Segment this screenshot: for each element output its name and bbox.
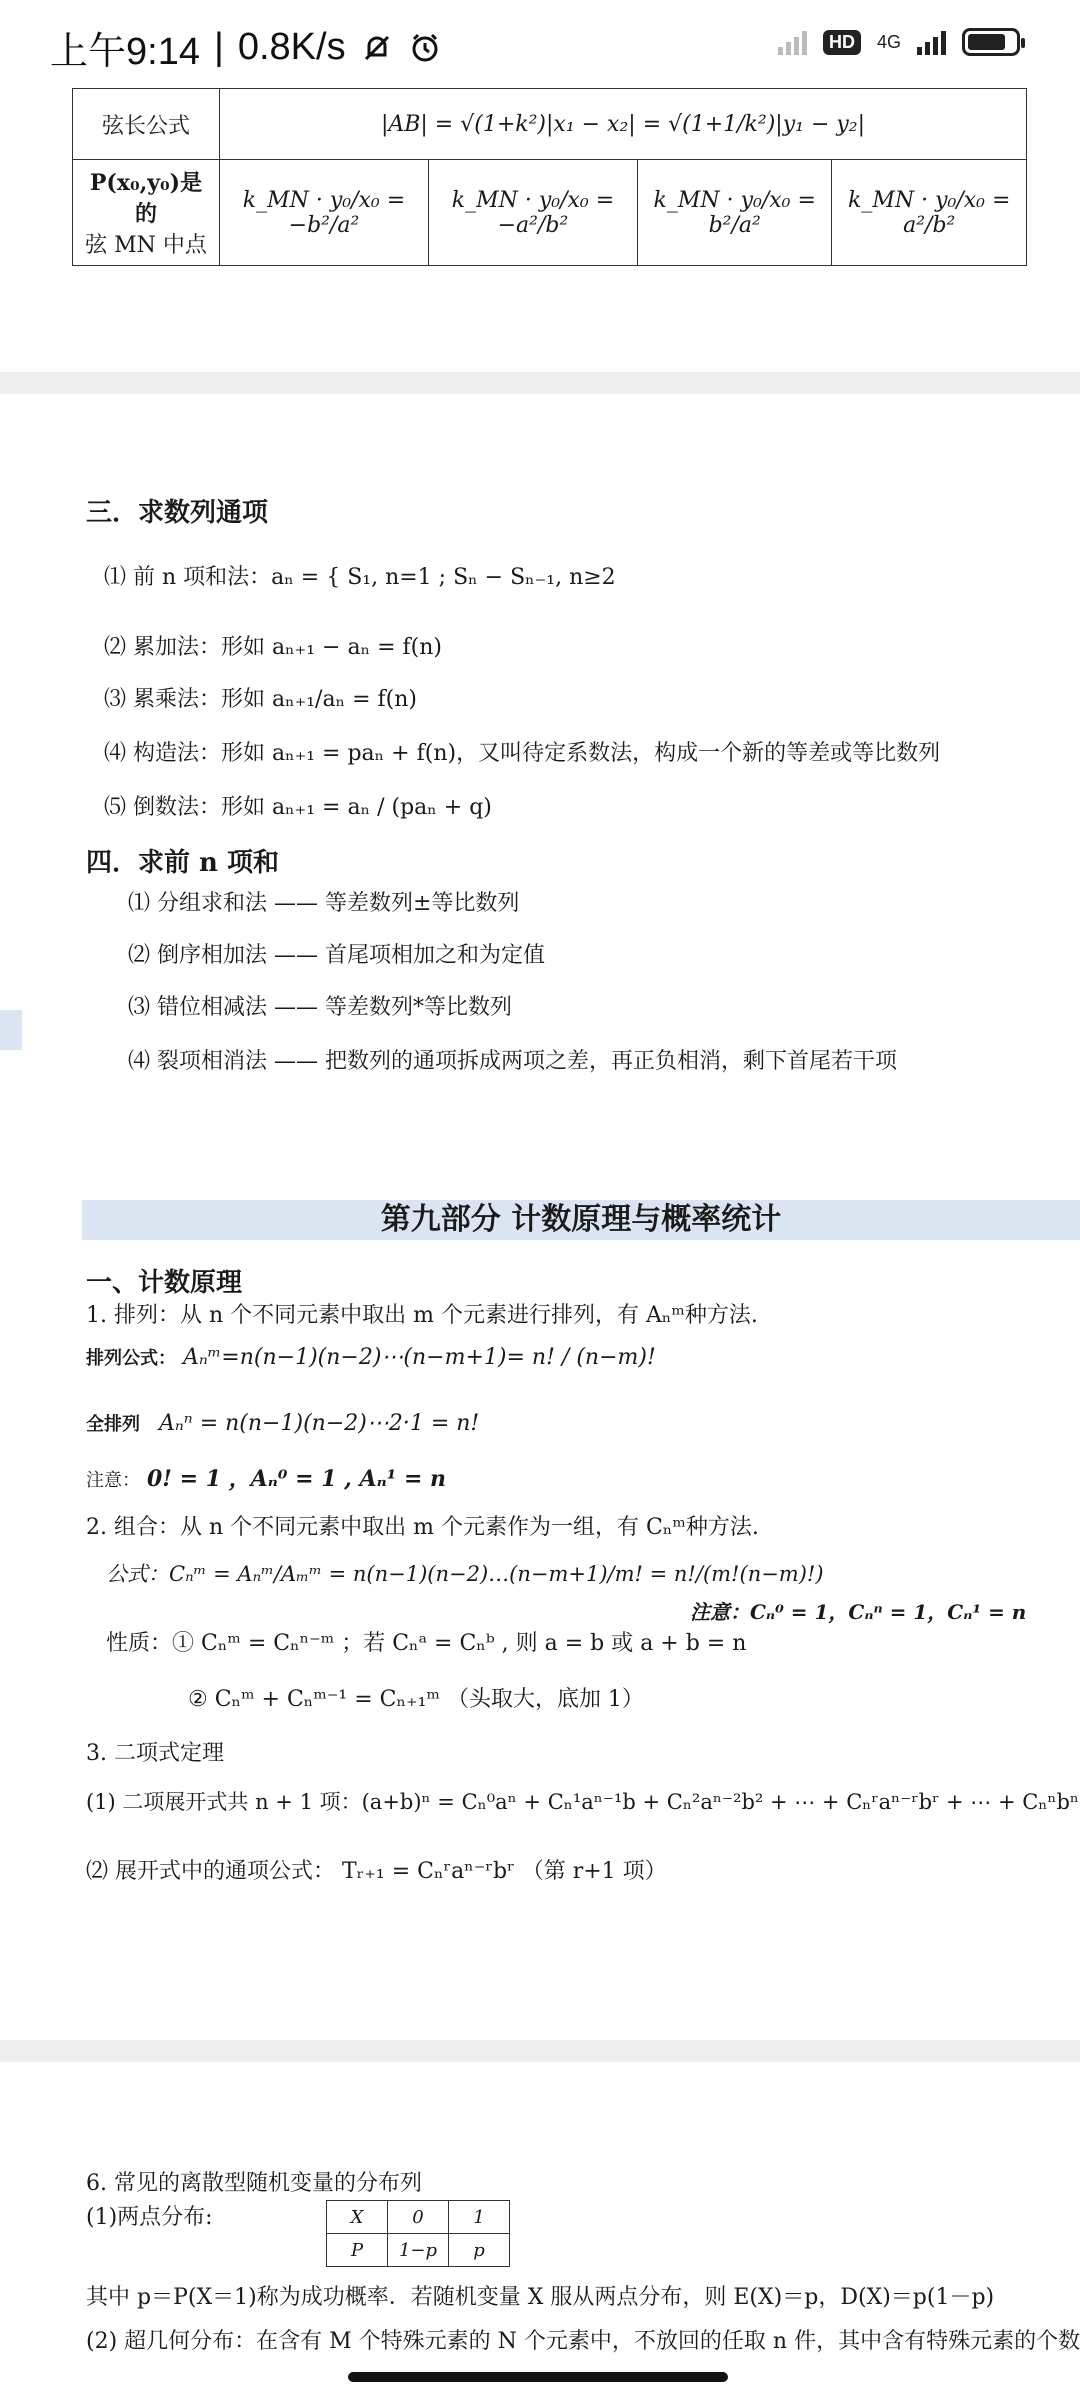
text-line: (1) 二项展开式共 n + 1 项：(a+b)ⁿ = Cₙ⁰aⁿ + Cₙ¹aⁿ⁻¹b + Cₙ²aⁿ⁻²b² + ⋯ + Cₙʳaⁿ⁻ʳbʳ + ⋯ + Cₙⁿbⁿ <box>86 1790 1080 1814</box>
list-item: ⑸ 倒数法：形如 aₙ₊₁ = aₙ / (paₙ + q) <box>104 795 492 820</box>
text-line: 公式：Cₙᵐ = Aₙᵐ/Aₘᵐ = n(n−1)(n−2)…(n−m+1)/m! = n!/(m!(n−m)!) <box>106 1562 824 1586</box>
status-time: 上午9:14 <box>50 31 200 73</box>
list-item: ⑷ 裂项相消法 —— 把数列的通项拆成两项之差，再正负相消，剩下首尾若干项 <box>128 1049 897 1074</box>
list-item: ⑴ 分组求和法 —— 等差数列±等比数列 <box>128 891 520 916</box>
text-line: ⑵ 展开式中的通项公式： Tᵣ₊₁ = Cₙʳaⁿ⁻ʳbʳ （第 r+1 项） <box>86 1859 667 1884</box>
text-line: 3. 二项式定理 <box>86 1741 224 1766</box>
table-row <box>327 2201 510 2234</box>
chord-formula-table <box>72 88 1027 266</box>
hd-badge: HD <box>823 30 861 55</box>
home-indicator[interactable] <box>348 2372 728 2382</box>
status-left: 上午9:14 | 0.8K/s <box>50 20 442 75</box>
midpoint-cell: k_MN · y₀/x₀ = b²/a² <box>637 160 832 266</box>
list-item: ⑵ 倒序相加法 —— 首尾项相加之和为定值 <box>128 943 545 968</box>
section-title: 三．求数列通项 <box>86 498 269 528</box>
table-row <box>327 2234 510 2267</box>
table-row <box>73 160 1027 266</box>
text-line: 注意： 0! = 1 ，Aₙ⁰ = 1 , Aₙ¹ = n <box>86 1466 447 1492</box>
two-point-distribution-table <box>326 2200 510 2267</box>
midpoint-cell: k_MN · y₀/x₀ = −b²/a² <box>220 160 429 266</box>
text-line: 注意：Cₙ⁰ = 1，Cₙⁿ = 1，Cₙ¹ = n <box>690 1600 1027 1624</box>
row-label: P(x₀,y₀)是的 弦 MN 中点 <box>73 160 220 266</box>
battery-level <box>968 34 1005 50</box>
text-line: 2. 组合：从 n 个不同元素中取出 m 个元素作为一组，有 Cₙᵐ种方法. <box>86 1515 759 1540</box>
table-cell: 1−p <box>388 2234 449 2267</box>
text-line: 其中 p＝P(X＝1)称为成功概率．若随机变量 X 服从两点分布，则 E(X)＝p，D(X)＝p(1－p) <box>86 2285 995 2310</box>
table-cell: 1 <box>449 2201 510 2234</box>
list-item: ⑵ 累加法：形如 aₙ₊₁ − aₙ = f(n) <box>104 635 443 660</box>
row-label: 弦长公式 <box>73 89 220 160</box>
section-title: 四．求前 n 项和 <box>86 848 280 878</box>
text-line: (1)两点分布: <box>86 2205 213 2230</box>
text-line: 1. 排列：从 n 个不同元素中取出 m 个元素进行排列，有 Aₙᵐ种方法. <box>86 1303 758 1328</box>
signal-weak-icon <box>778 29 807 55</box>
list-item: ⑶ 累乘法：形如 aₙ₊₁/aₙ = f(n) <box>104 687 417 712</box>
network-speed: 0.8K/s <box>237 26 346 68</box>
midpoint-cell: k_MN · y₀/x₀ = a²/b² <box>832 160 1027 266</box>
text-line: ② Cₙᵐ + Cₙᵐ⁻¹ = Cₙ₊₁ᵐ （头取大，底加 1） <box>188 1687 644 1712</box>
alarm-clock-icon <box>408 31 442 65</box>
part-banner: 第九部分 计数原理与概率统计 <box>82 1200 1080 1240</box>
section-title: 一、计数原理 <box>86 1268 243 1298</box>
text-line: 6. 常见的离散型随机变量的分布列 <box>86 2171 422 2196</box>
text-line: (2) 超几何分布：在含有 M 个特殊元素的 N 个元素中，不放回的任取 n 件，其中含有特殊元素的个数 <box>86 2329 1080 2354</box>
status-bar <box>0 0 1080 90</box>
table-row <box>73 89 1027 160</box>
text-line: 排列公式： Aₙᵐ=n(n−1)(n−2)⋯(n−m+1)= n! / (n−m)! <box>86 1345 656 1370</box>
midpoint-cell: k_MN · y₀/x₀ = −a²/b² <box>428 160 637 266</box>
status-right <box>778 28 1020 56</box>
mute-bell-icon <box>360 31 394 65</box>
table-cell: X <box>327 2201 388 2234</box>
side-tab[interactable] <box>0 1010 22 1050</box>
table-cell: 0 <box>388 2201 449 2234</box>
text-line: 全排列 Aₙⁿ = n(n−1)(n−2)⋯2·1 = n! <box>86 1411 480 1436</box>
table-cell: p <box>449 2234 510 2267</box>
network-type: 4G <box>876 31 901 52</box>
battery-icon <box>962 28 1020 56</box>
list-item: ⑴ 前 n 项和法：aₙ = { S₁, n=1 ; Sₙ − Sₙ₋₁, n≥2 <box>104 565 616 590</box>
table-cell: P <box>327 2234 388 2267</box>
chord-length-formula: |AB| = √(1+k²)|x₁ − x₂| = √(1+1/k²)|y₁ − y₂| <box>220 89 1027 160</box>
text-line: 性质：① Cₙᵐ = Cₙⁿ⁻ᵐ ；若 Cₙᵃ = Cₙᵇ , 则 a = b 或 a + b = n <box>106 1631 747 1656</box>
signal-strong-icon <box>917 29 946 55</box>
list-item: ⑷ 构造法：形如 aₙ₊₁ = paₙ + f(n)，又叫待定系数法，构成一个新的等差或等比数列 <box>104 741 941 766</box>
page-separator <box>0 372 1080 394</box>
page-separator <box>0 2040 1080 2062</box>
list-item: ⑶ 错位相减法 —— 等差数列*等比数列 <box>128 995 512 1020</box>
